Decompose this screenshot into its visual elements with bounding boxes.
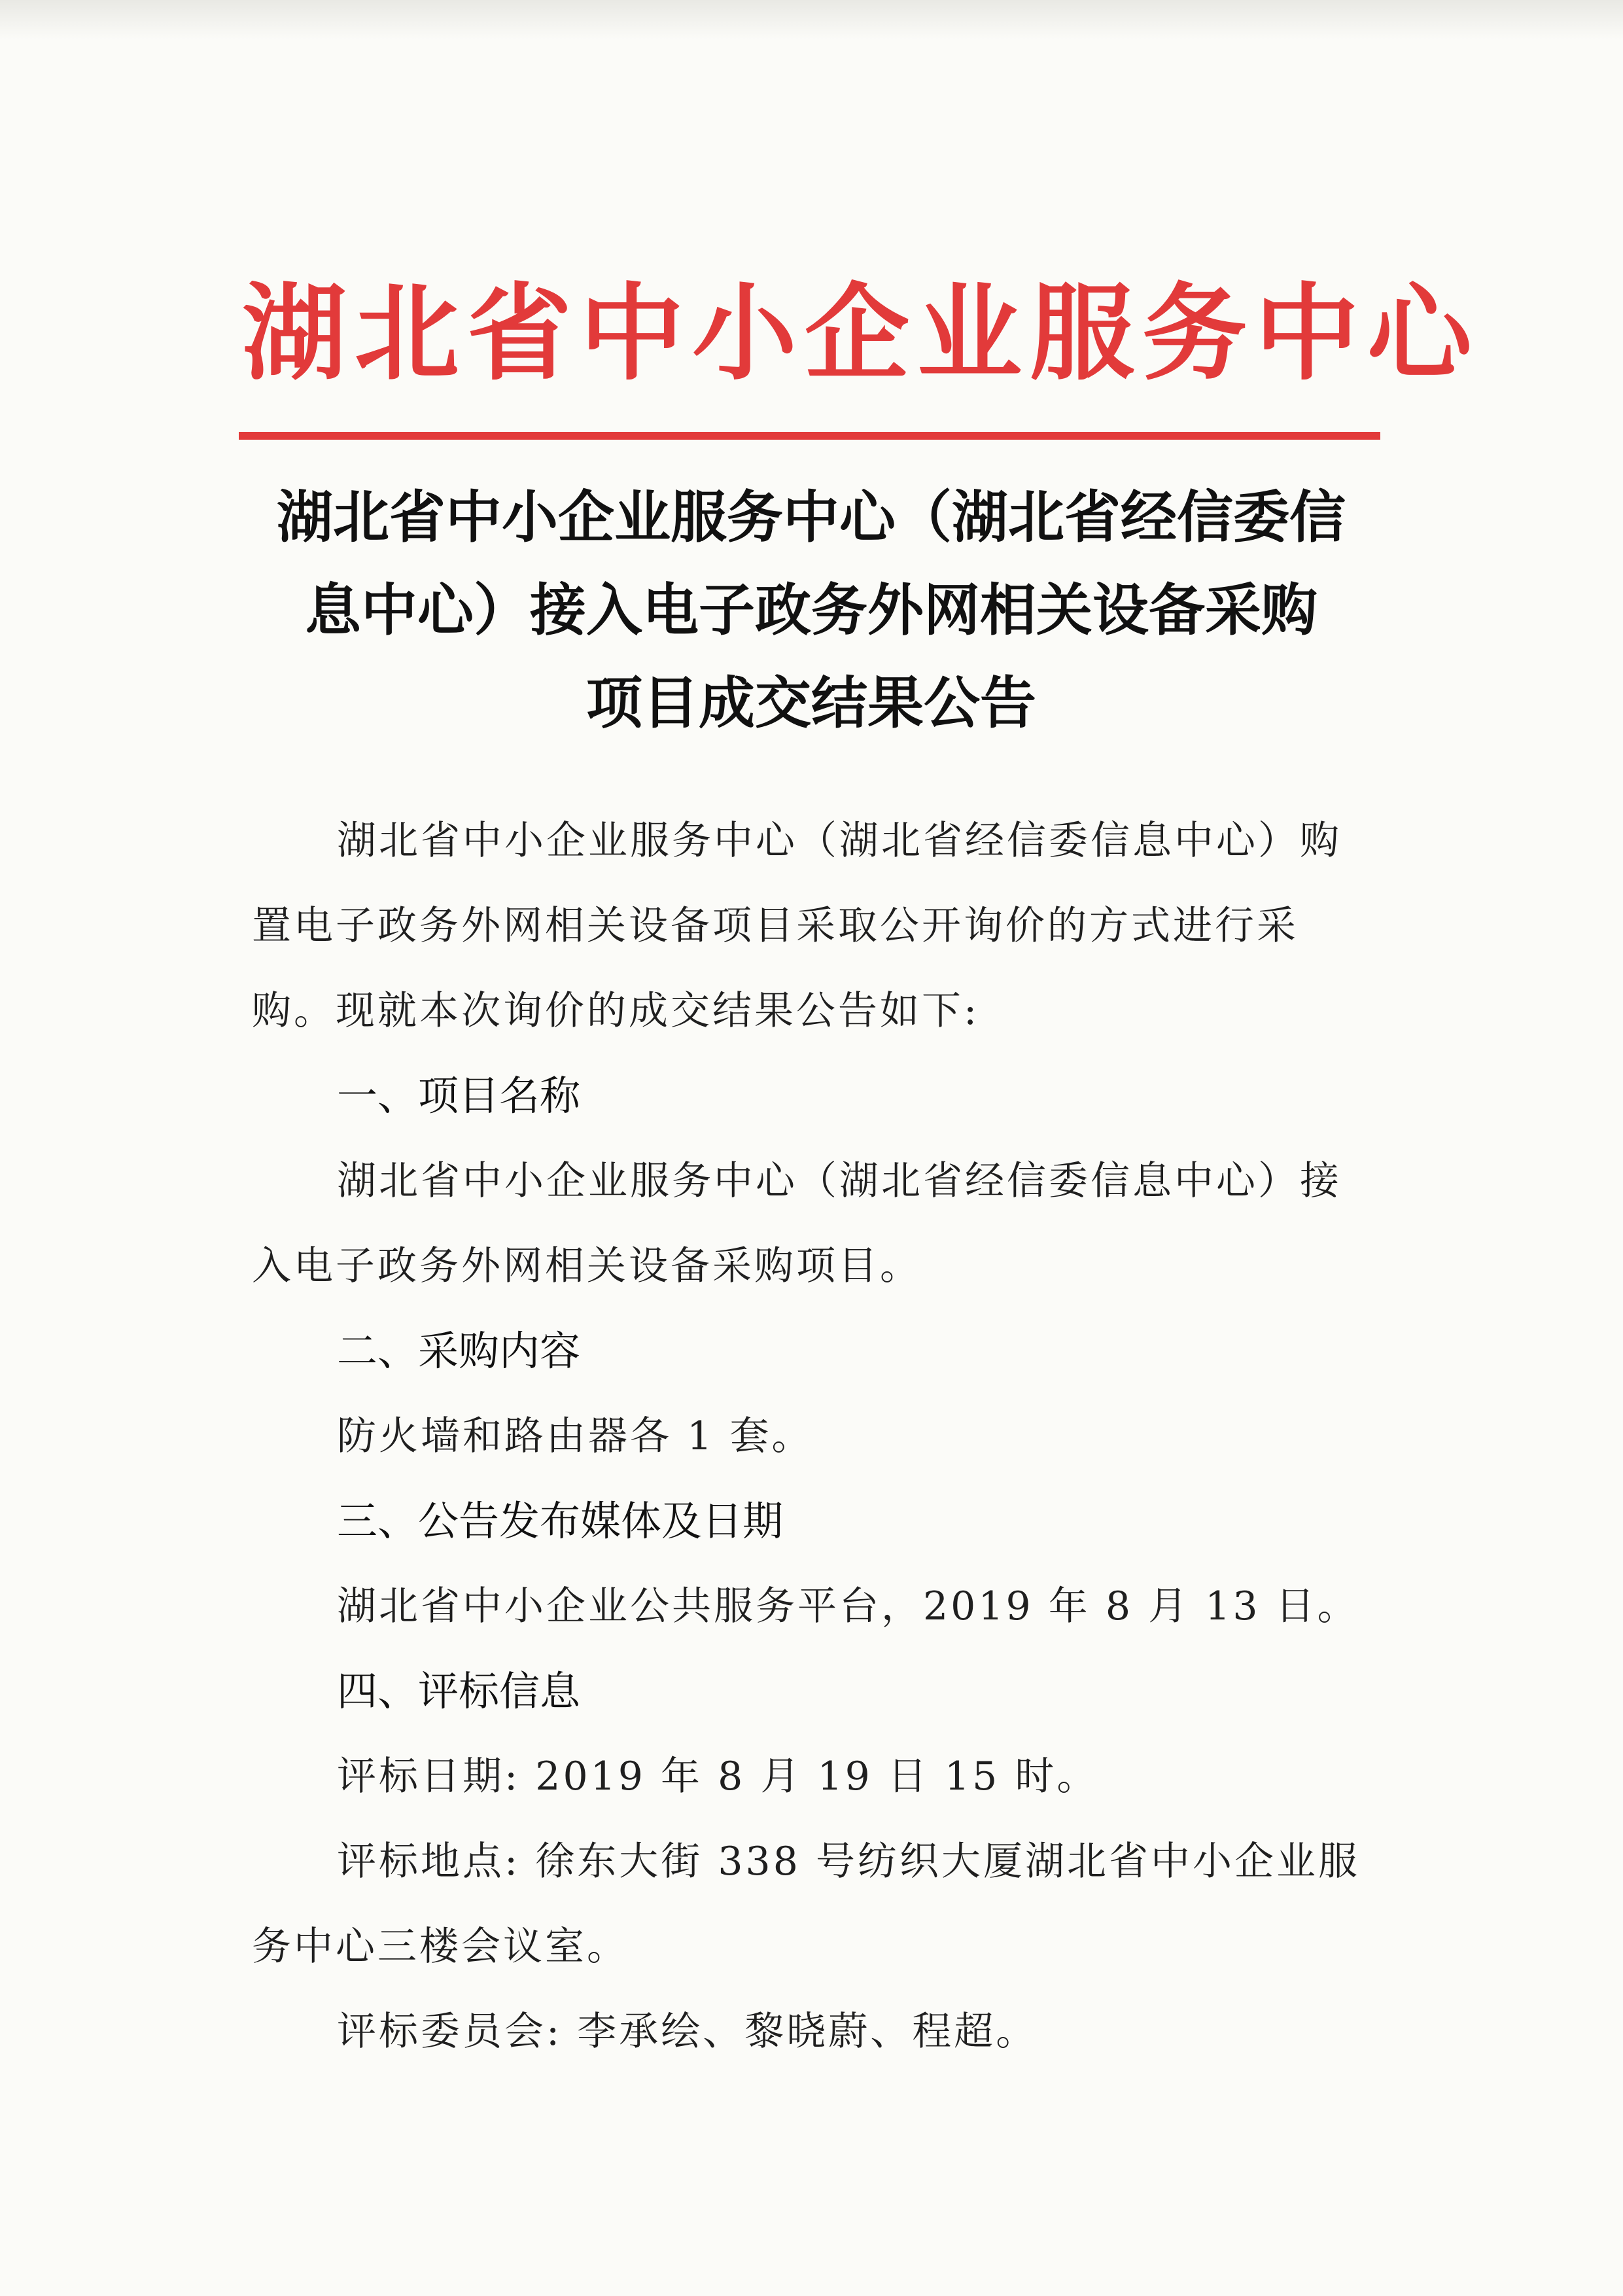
title-line-1: 湖北省中小企业服务中心（湖北省经信委信: [277, 484, 1346, 550]
masthead: 湖北省中小企业服务中心: [242, 272, 1480, 395]
section-1-text: 湖北省中小企业服务中心（湖北省经信委信息中心）接入电子政务外网相关设备采购项目。: [252, 1158, 1342, 1289]
evaluation-committee: 评标委员会: 李承绘、黎晓蔚、程超。: [337, 2009, 1038, 2055]
section-4-heading: 四、评标信息: [337, 1667, 581, 1715]
section-1-heading: 一、项目名称: [337, 1072, 581, 1120]
masthead-red-rule: [239, 432, 1380, 440]
title-line-2: 息中心）接入电子政务外网相关设备采购: [305, 577, 1318, 643]
evaluation-date: 评标日期: 2019 年 8 月 19 日 15 时。: [337, 1754, 1099, 1799]
section-2-text: 防火墙和路由器各 1 套。: [337, 1413, 814, 1459]
section-3-heading: 三、公告发布媒体及日期: [337, 1497, 784, 1545]
scan-edge: [0, 0, 1623, 39]
section-2-heading: 二、采购内容: [337, 1327, 581, 1375]
evaluation-place: 评标地点: 徐东大街 338 号纺织大厦湖北省中小企业服务中心三楼会议室。: [252, 1839, 1360, 1969]
intro-paragraph: 湖北省中小企业服务中心（湖北省经信委信息中心）购置电子政务外网相关设备项目采取公开询价的方式进行采购。现就本次询价的成交结果公告如下:: [252, 818, 1342, 1034]
section-3-text: 湖北省中小企业公共服务平台，2019 年 8 月 13 日。: [337, 1583, 1359, 1629]
document-title: [216, 471, 1406, 750]
document-body: [252, 798, 1380, 2074]
title-line-3: 项目成交结果公告: [586, 670, 1036, 736]
